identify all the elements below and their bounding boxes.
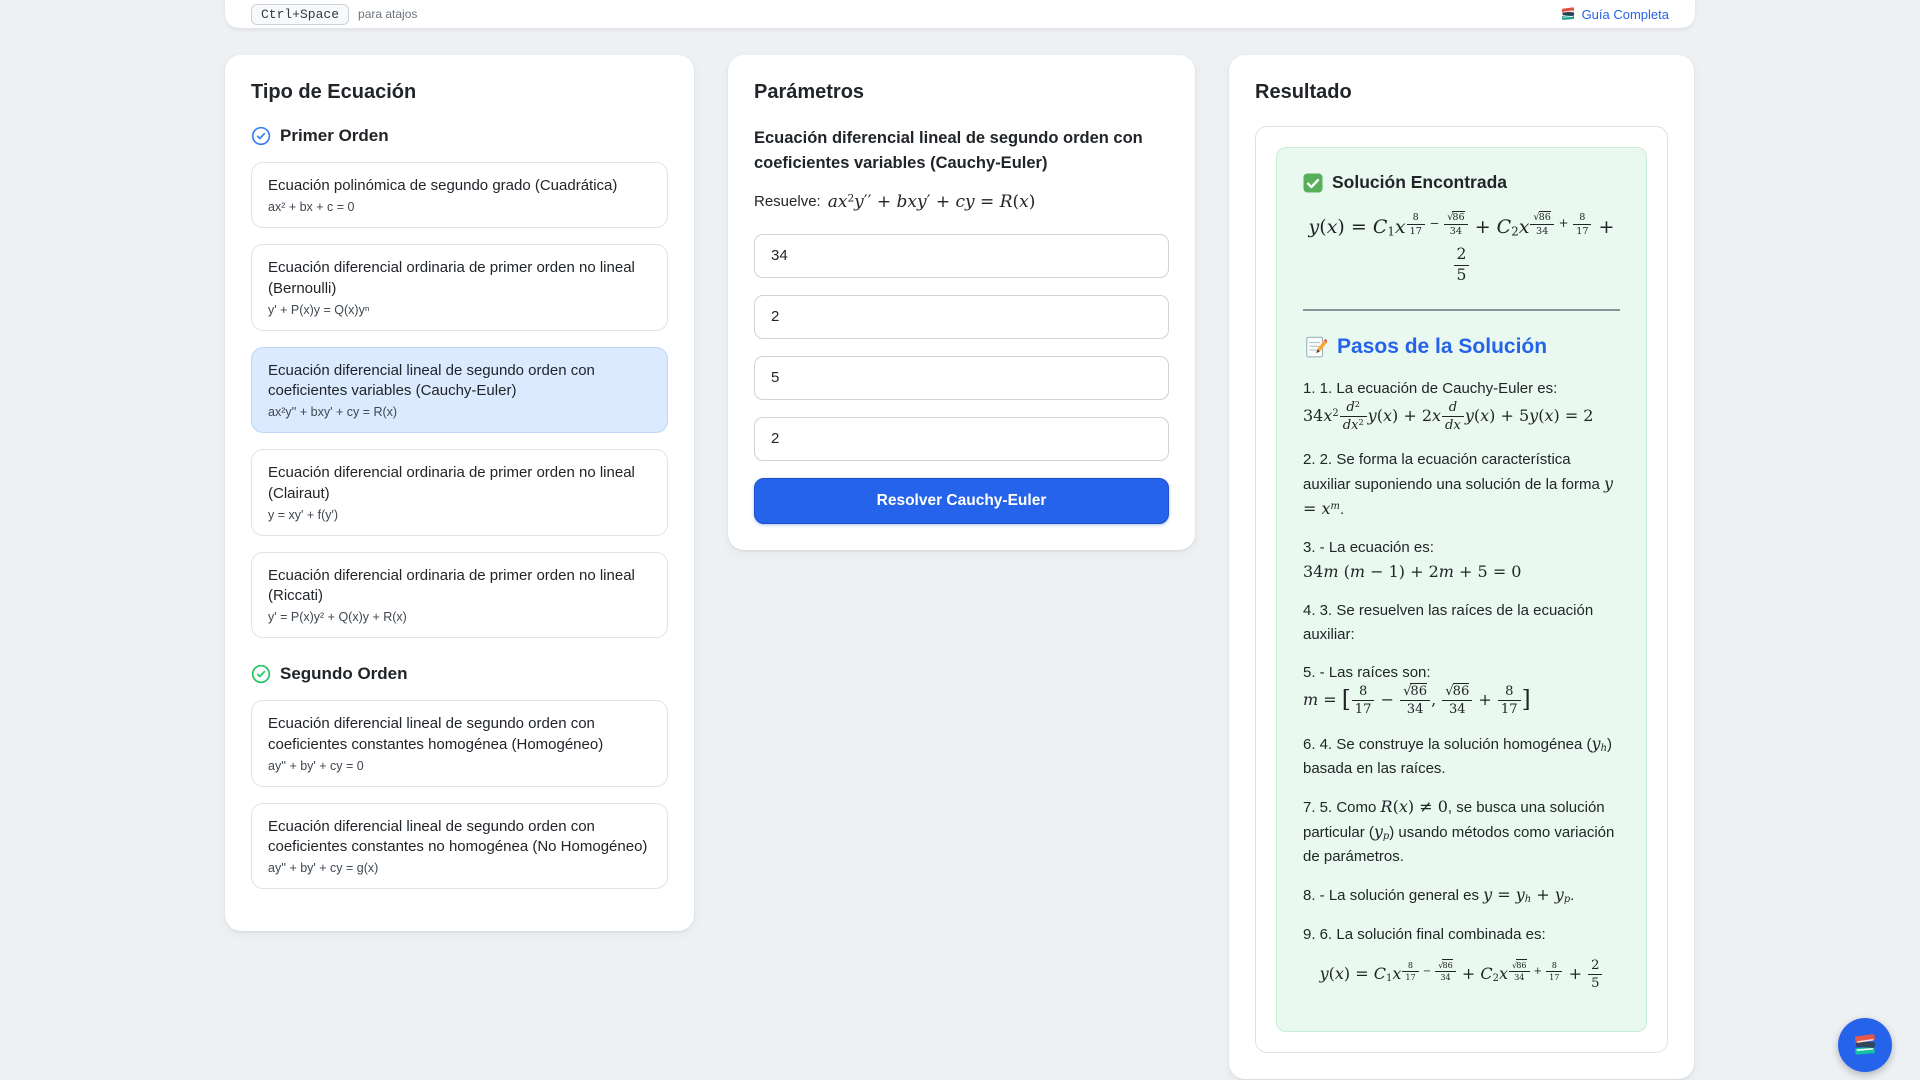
equation-group-header: [251, 126, 668, 146]
equation-card[interactable]: [251, 552, 668, 639]
solution-step: 9. 6. La solución final combinada es: $y(x) = C_1x$ $^{\frac{8}{17} - \frac{√86}{34}}$ + $C_2x$ $^{\frac{√86}{34} + \frac{8}{17}}$ + $\frac{2}{5}$: [1303, 923, 1620, 992]
solution-formula: $y(x) = C_1x$ $^{\frac{8}{17} - \frac{√86}{34}}$ + $C_2x$ $^{\frac{√86}{34} + \frac{8}{17}}$ + $\frac{2}{5}$: [1308, 211, 1615, 284]
equation-card-formula: y = xy' + f(y'): [268, 507, 339, 522]
solve-button[interactable]: Resolver Cauchy-Euler: [754, 478, 1169, 524]
result-container: [1255, 126, 1668, 1053]
equation-card[interactable]: [251, 162, 668, 228]
equation-card[interactable]: [251, 803, 668, 890]
main-content: [225, 55, 1695, 1079]
guide-fab-button[interactable]: [1838, 1018, 1892, 1072]
check-circle-icon: [251, 664, 271, 684]
parameters-panel: [728, 55, 1195, 550]
steps-header-label: Pasos de la Solución: [1337, 334, 1548, 358]
equation-group-label: Primer Orden: [280, 126, 389, 145]
equation-card-title: Ecuación diferencial ordinaria de primer orden no lineal (Clairaut): [268, 464, 635, 502]
equation-card-formula: ay'' + by' + cy = g(x): [268, 861, 379, 876]
equation-card-formula: ax² + bx + c = 0: [268, 200, 355, 215]
shortcut-kbd: Ctrl+Space: [251, 4, 349, 25]
books-icon: [1560, 6, 1576, 22]
parameters-title: Parámetros: [754, 81, 865, 103]
check-circle-icon: [251, 126, 271, 146]
result-panel: [1229, 55, 1694, 1079]
topbar: [225, 0, 1695, 28]
equation-group-label: Segundo Orden: [280, 664, 408, 684]
guide-link-label: Guía Completa: [1581, 6, 1669, 22]
solution-step: 7. 5. Como R(x) ≠ 0, se busca una solución particular $(y_p)$ usando métodos como variación de parámetros.: [1303, 797, 1615, 865]
solution-steps: [1303, 377, 1620, 992]
parameter-inputs: [754, 234, 1169, 461]
solution-step: 1. 1. La ecuación de Cauchy-Euler es: $34x^2$ $\frac{d^2}{dx^2}$ y(x) + 2x $\frac{d}{dx}$ y(x) + 5y(x) = 2: [1303, 379, 1594, 434]
solution-step: 4. 3. Se resuelven las raíces de la ecuación auxiliar:: [1303, 602, 1594, 643]
equation-card-title: Ecuación polinómica de segundo grado (Cuadrática): [268, 177, 618, 194]
equation-card[interactable]: [251, 244, 668, 331]
equation-card-title: Ecuación diferencial lineal de segundo orden con coeficientes constantes homogénea (Homogéneo): [268, 715, 604, 753]
param-input-4[interactable]: [754, 417, 1169, 461]
solution-found-label: Solución Encontrada: [1332, 172, 1508, 192]
divider: [1303, 309, 1620, 311]
check-icon: [1303, 173, 1323, 193]
result-title: Resultado: [1255, 81, 1352, 103]
solve-equation-line: [754, 192, 1169, 212]
equation-group-header: [251, 664, 668, 684]
equation-card-formula: ay'' + by' + cy = 0: [268, 758, 364, 773]
equation-card[interactable]: [251, 347, 668, 434]
equation-card-title: Ecuación diferencial ordinaria de primer orden no lineal (Riccati): [268, 566, 635, 604]
equation-type-title: Tipo de Ecuación: [251, 81, 417, 103]
selected-equation-name: Ecuación diferencial lineal de segundo orden con coeficientes variables (Cauchy-Euler): [754, 129, 1143, 172]
param-input-3[interactable]: [754, 356, 1169, 400]
solution-step: 3. - La ecuación es: 34m (m − 1) + 2m + 5 = 0: [1303, 539, 1522, 581]
books-icon: [1852, 1032, 1878, 1058]
equation-card-formula: ax²y'' + bxy' + cy = R(x): [268, 405, 398, 420]
solution-step: 8. - La solución general es $y = y_h + y_p$.: [1303, 885, 1575, 906]
solution-step: 6. 4. Se construye la solución homogénea $(y_h)$ basada en las raíces.: [1303, 734, 1612, 778]
solution-box: [1276, 147, 1647, 1032]
equation-groups: [251, 126, 668, 889]
solve-label: Resuelve:: [754, 193, 821, 210]
solution-step: 5. - Las raíces son: m = [ $\frac{8}{17}$ − $\frac{√86}{34}$ , $\frac{√86}{34}$ + $\frac{8}{17}$ ]: [1303, 663, 1531, 718]
param-input-2[interactable]: [754, 295, 1169, 339]
param-input-1[interactable]: [754, 234, 1169, 278]
equation-card[interactable]: [251, 449, 668, 536]
steps-header: [1303, 335, 1620, 359]
memo-icon: [1303, 335, 1327, 359]
equation-card[interactable]: [251, 700, 668, 787]
equation-type-panel: [225, 55, 694, 931]
solution-found-header: [1303, 172, 1620, 193]
guide-link[interactable]: [1560, 6, 1669, 22]
equation-card-title: Ecuación diferencial ordinaria de primer orden no lineal (Bernoulli): [268, 259, 635, 297]
shortcut-hint: [251, 4, 417, 25]
solve-equation-math: $ax^2y'' + bxy'$ + cy = R(x): [827, 191, 1036, 212]
equation-card-formula: y' = P(x)y² + Q(x)y + R(x): [268, 610, 407, 625]
equation-card-formula: y' + P(x)y = Q(x)yⁿ: [268, 302, 370, 317]
equation-card-title: Ecuación diferencial lineal de segundo orden con coeficientes constantes no homogénea (No Homogéneo): [268, 817, 648, 855]
equation-card-title: Ecuación diferencial lineal de segundo orden con coeficientes variables (Cauchy-Euler): [268, 361, 595, 399]
solution-step: 2. 2. Se forma la ecuación característica auxiliar suponiendo una solución de la forma $y = x^m$.: [1303, 451, 1614, 518]
shortcut-hint-label: para atajos: [358, 7, 418, 21]
